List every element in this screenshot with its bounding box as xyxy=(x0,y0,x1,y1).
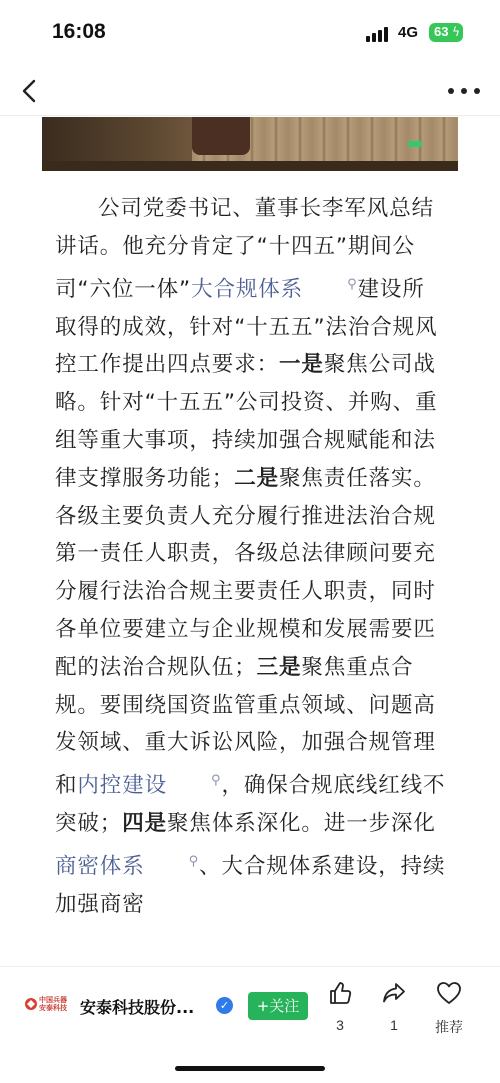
article-body xyxy=(55,190,447,924)
link-shangmi-tixi[interactable]: 商密体系 ⚲ xyxy=(55,854,199,879)
verified-icon: ✓ xyxy=(216,997,233,1014)
share-button[interactable] xyxy=(369,979,419,1033)
like-count: 3 xyxy=(336,1017,344,1033)
nav-bar xyxy=(0,66,500,116)
article-photo xyxy=(42,117,458,171)
recommend-button[interactable] xyxy=(424,979,474,1037)
company-logo[interactable] xyxy=(24,991,68,1025)
text-segment: 建设所取得的成效，针对“十五五”法治合规风控工作提出四点要求： xyxy=(55,276,438,378)
follow-button[interactable]: +关注 xyxy=(248,992,308,1020)
charging-icon: ϟ xyxy=(452,25,460,39)
like-button[interactable] xyxy=(315,979,365,1033)
signal-icon xyxy=(366,26,392,42)
share-icon xyxy=(380,979,408,1007)
article-paragraph xyxy=(55,190,447,924)
search-icon: ⚲ xyxy=(188,853,200,869)
status-time: 16:08 xyxy=(52,20,106,43)
network-label: 4G xyxy=(398,24,419,41)
point-label: 二是 xyxy=(234,465,280,491)
search-icon: ⚲ xyxy=(347,276,358,292)
search-icon: ⚲ xyxy=(211,773,222,789)
battery-level: 63 xyxy=(434,24,449,39)
share-count: 1 xyxy=(390,1017,398,1033)
point-label: 一是 xyxy=(279,352,324,378)
heart-icon xyxy=(435,979,463,1007)
recommend-label: 推荐 xyxy=(435,1019,463,1035)
logo-text: 中国兵器 安泰科技 xyxy=(39,996,67,1012)
text-segment: 、大合规体系建设，持续加强商密 xyxy=(55,854,446,917)
logo-mark-icon xyxy=(24,997,38,1011)
text-segment: 聚焦责任落实。各级主要负责人充分履行推进法治合规第一责任人职责，各级总法律顾问要充分履行法治合规主要责任人职责，同时各单位要建立与企业规模和发展需要匹配的法治合规队伍； xyxy=(55,465,436,680)
thumbs-up-icon xyxy=(326,979,354,1007)
battery-icon xyxy=(429,23,463,42)
link-neikong-jianshe[interactable]: 内控建设 ⚲ xyxy=(77,773,221,798)
more-horizontal-icon xyxy=(448,88,454,94)
back-button[interactable] xyxy=(14,74,48,108)
text-segment: 聚焦重点合规。要围绕国资监管重点领域、问题高发领域、重大诉讼风险，加强合规管理和 xyxy=(55,654,436,799)
text-segment: 聚焦公司战略。针对“十五五”公司投资、并购、重组等重大事项，持续加强合规赋能和法律支撑服务功能； xyxy=(55,352,438,491)
text-segment: 聚焦体系深化。进一步深化 xyxy=(167,811,436,837)
text-segment: 公司党委书记、董事长李军风总结讲话。他充分肯定了“十四五”期间公司“六位一体” xyxy=(55,196,435,302)
company-name[interactable]: 安泰科技股份... xyxy=(80,998,195,1017)
chevron-left-icon xyxy=(14,74,48,108)
status-bar xyxy=(0,0,500,66)
home-indicator[interactable] xyxy=(175,1066,325,1071)
point-label: 三是 xyxy=(256,654,302,680)
link-da-hegui-tixi[interactable]: 大合规体系 ⚲ xyxy=(191,277,357,302)
point-label: 四是 xyxy=(122,811,168,837)
text-segment: ，确保合规底线红线不突破； xyxy=(55,773,446,837)
more-button[interactable] xyxy=(446,84,482,98)
